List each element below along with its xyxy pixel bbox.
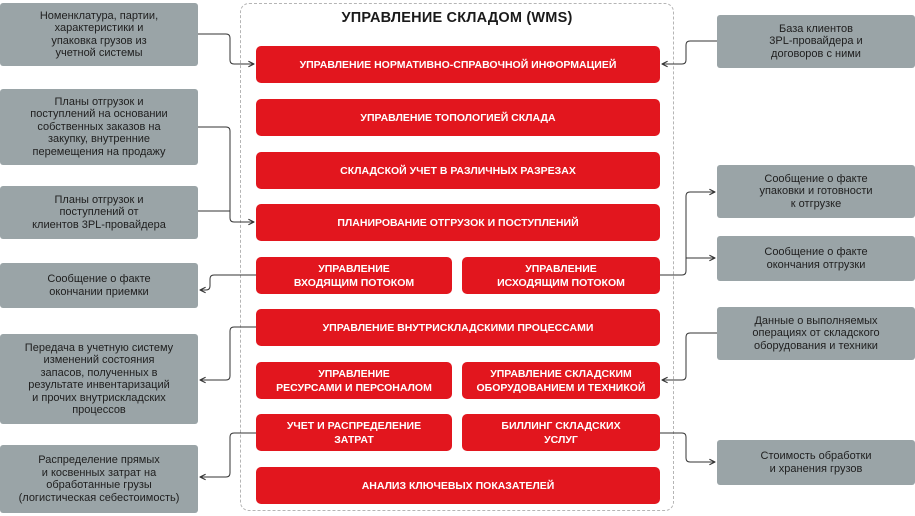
- arrow-nomenclature-to-nsi: [198, 34, 254, 64]
- module-equipment: УПРАВЛЕНИЕ СКЛАДСКИМ ОБОРУДОВАНИЕМ И ТЕХНИКОЙ: [462, 362, 660, 399]
- arrow-costs-to-distribution: [200, 433, 256, 477]
- output-packing-message: Сообщение о факте упаковки и готовности к отгрузке: [717, 165, 915, 218]
- arrow-inbound-to-receipt: [200, 275, 256, 290]
- input-client-base: База клиентов 3PL-провайдера и договоров с ними: [717, 15, 915, 68]
- module-internal: УПРАВЛЕНИЕ ВНУТРИСКЛАДСКИМИ ПРОЦЕССАМИ: [256, 309, 660, 346]
- output-storage-cost: Стоимость обработки и хранения грузов: [717, 440, 915, 485]
- input-nomenclature: Номенклатура, партии, характеристики и упаковка грузов из учетной системы: [0, 3, 198, 66]
- output-inventory-changes: Передача в учетную систему изменений состояния запасов, полученных в результате инвентаризаций и прочих внутрискладских процессов: [0, 334, 198, 424]
- input-own-plans: Планы отгрузок и поступлений на основании собственных заказов на закупку, внутренние перемещения на продажу: [0, 89, 198, 165]
- module-outbound: УПРАВЛЕНИЕ ИСХОДЯЩИМ ПОТОКОМ: [462, 257, 660, 294]
- module-topology: УПРАВЛЕНИЕ ТОПОЛОГИЕЙ СКЛАДА: [256, 99, 660, 136]
- output-receipt-message: Сообщение о факте окончании приемки: [0, 263, 198, 308]
- arrow-client-base-to-nsi: [662, 41, 717, 64]
- arrow-billing-to-storage-cost: [660, 433, 715, 462]
- module-planning: ПЛАНИРОВАНИЕ ОТГРУЗОК И ПОСТУПЛЕНИЙ: [256, 204, 660, 241]
- module-resources: УПРАВЛЕНИЕ РЕСУРСАМИ И ПЕРСОНАЛОМ: [256, 362, 452, 399]
- arrow-outbound-to-packing: [660, 192, 715, 275]
- module-nsi: УПРАВЛЕНИЕ НОРМАТИВНО-СПРАВОЧНОЙ ИНФОРМАЦИЕЙ: [256, 46, 660, 83]
- arrow-internal-to-inventory: [200, 327, 256, 380]
- arrow-equipment-data-to-equipment: [662, 333, 717, 380]
- module-inbound: УПРАВЛЕНИЕ ВХОДЯЩИМ ПОТОКОМ: [256, 257, 452, 294]
- module-accounting: СКЛАДСКОЙ УЧЕТ В РАЗЛИЧНЫХ РАЗРЕЗАХ: [256, 152, 660, 189]
- module-costs: УЧЕТ И РАСПРЕДЕЛЕНИЕ ЗАТРАТ: [256, 414, 452, 451]
- output-cost-distribution: Распределение прямых и косвенных затрат на обработанные грузы (логистическая себестоимость): [0, 445, 198, 513]
- module-billing: БИЛЛИНГ СКЛАДСКИХ УСЛУГ: [462, 414, 660, 451]
- module-kpi: АНАЛИЗ КЛЮЧЕВЫХ ПОКАЗАТЕЛЕЙ: [256, 467, 660, 504]
- diagram-title: УПРАВЛЕНИЕ СКЛАДОМ (WMS): [341, 10, 573, 26]
- output-shipment-message: Сообщение о факте окончания отгрузки: [717, 236, 915, 281]
- input-client-plans: Планы отгрузок и поступлений от клиентов 3PL-провайдера: [0, 186, 198, 239]
- arrow-own-plans-to-planning: [198, 127, 254, 222]
- input-equipment-data: Данные о выполняемых операциях от складского оборудования и техники: [717, 307, 915, 360]
